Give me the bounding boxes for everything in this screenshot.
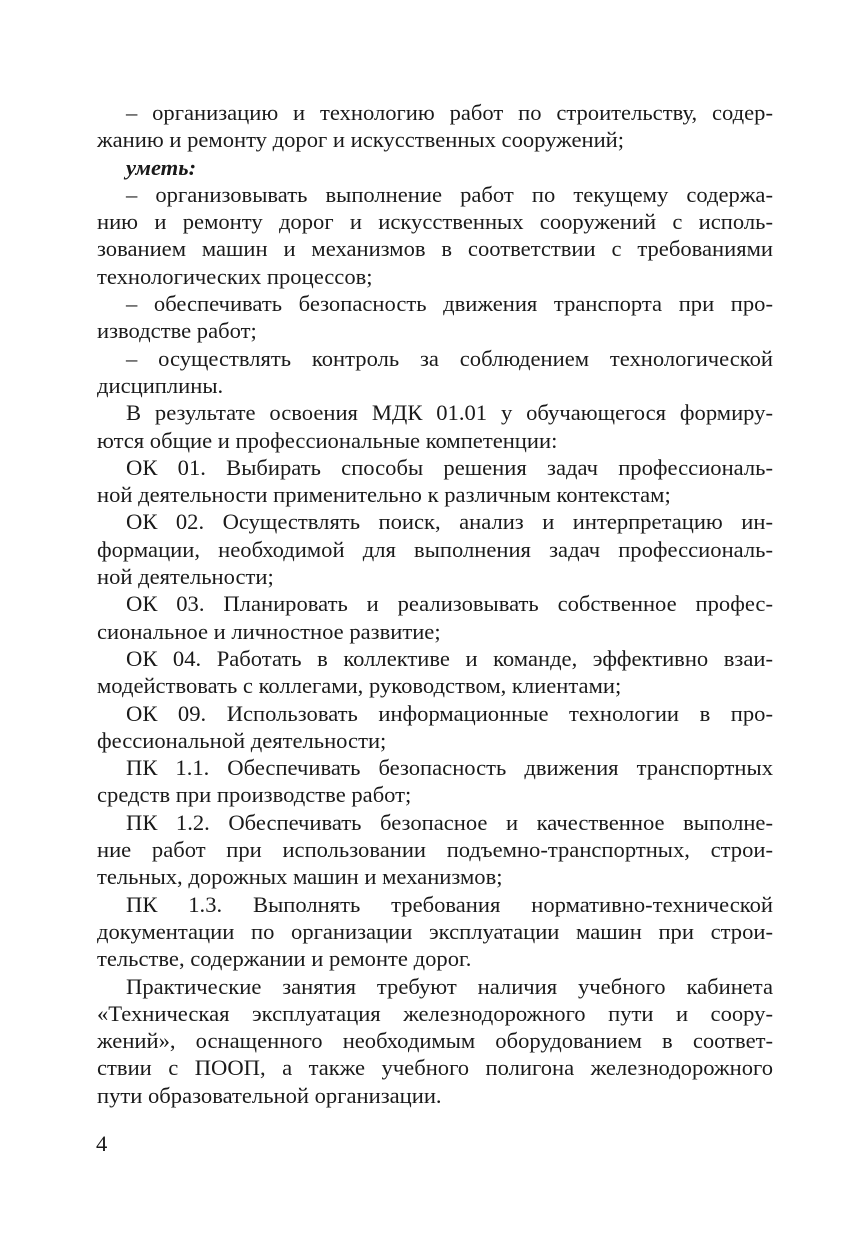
text-line: ются общие и профессиональные компетенции:	[97, 427, 558, 453]
text-line: пути образовательной организации.	[97, 1082, 442, 1108]
paragraph	[97, 700, 773, 755]
text-line: В результате освоения МДК 01.01 у обучающегося формиру-	[126, 400, 773, 426]
text-line: ОК 01. Выбирать способы решения задач профессиональ-	[126, 454, 773, 480]
text-line: зованием машин и механизмов в соответствии с требованиями	[97, 236, 773, 262]
text-line: документации по организации эксплуатации машин при строи-	[97, 918, 773, 944]
text-line: ние работ при использовании подъемно-транспортных, строи-	[97, 837, 773, 863]
text-line: ПК 1.1. Обеспечивать безопасность движения транспортных	[126, 755, 773, 781]
text-line: ОК 02. Осуществлять поиск, анализ и интерпретацию ин-	[126, 509, 773, 535]
text-line: ПК 1.3. Выполнять требования нормативно-технической	[126, 891, 773, 917]
text-line: технологических процессов;	[97, 263, 373, 289]
page-number: 4	[96, 1131, 108, 1156]
text-line: ОК 04. Работать в коллективе и команде, эффективно взаи-	[126, 645, 773, 671]
text-line: сиональное и личностное развитие;	[97, 618, 441, 644]
text-line: – осуществлять контроль за соблюдением технологической	[126, 345, 773, 371]
page-body	[97, 99, 773, 1109]
text-line: ПК 1.2. Обеспечивать безопасное и качественное выполне-	[126, 809, 773, 835]
paragraph	[97, 508, 773, 590]
paragraph	[97, 973, 773, 1109]
text-line: модействовать с коллегами, руководством, клиентами;	[97, 673, 622, 699]
text-line: ной деятельности применительно к различным контекстам;	[97, 482, 671, 508]
paragraph	[97, 345, 773, 400]
paragraph	[97, 454, 773, 509]
text-line: дисциплины.	[97, 372, 224, 398]
paragraph	[97, 399, 773, 454]
paragraph	[97, 645, 773, 700]
text-line: ной деятельности;	[97, 564, 274, 590]
text-line: тельстве, содержании и ремонте дорог.	[97, 946, 472, 972]
text-line: – обеспечивать безопасность движения транспорта при про-	[126, 291, 773, 317]
text-line: тельных, дорожных машин и механизмов;	[97, 864, 503, 890]
paragraph	[97, 154, 773, 181]
text-line: нию и ремонту дорог и искусственных сооружений с исполь-	[97, 209, 773, 235]
paragraph	[97, 809, 773, 891]
paragraph	[97, 290, 773, 345]
text-line: жений», оснащенного необходимым оборудованием в соответ-	[97, 1028, 773, 1054]
text-line: – организацию и технологию работ по строительству, содер-	[126, 100, 773, 125]
paragraph	[97, 891, 773, 973]
text-line: Практические занятия требуют наличия учебного кабинета	[126, 973, 773, 999]
text-line: изводстве работ;	[97, 318, 257, 344]
text-line: – организовывать выполнение работ по текущему содержа-	[126, 181, 773, 207]
section-heading: уметь:	[126, 154, 197, 180]
text-line: «Техническая эксплуатация железнодорожного пути и соору-	[97, 1000, 773, 1026]
paragraph	[97, 181, 773, 290]
text-line: ствии с ПООП, а также учебного полигона железнодорожного	[97, 1055, 773, 1081]
text-line: жанию и ремонту дорог и искусственных сооружений;	[97, 127, 625, 153]
text-line: фессиональной деятельности;	[97, 727, 387, 753]
text-line: ОК 03. Планировать и реализовывать собственное профес-	[126, 591, 773, 617]
paragraph	[97, 590, 773, 645]
paragraph	[97, 754, 773, 809]
text-line: средств при производстве работ;	[97, 782, 412, 808]
text-line: ОК 09. Использовать информационные технологии в про-	[126, 700, 773, 726]
paragraph	[97, 99, 773, 154]
text-line: формации, необходимой для выполнения задач профессиональ-	[97, 536, 773, 562]
